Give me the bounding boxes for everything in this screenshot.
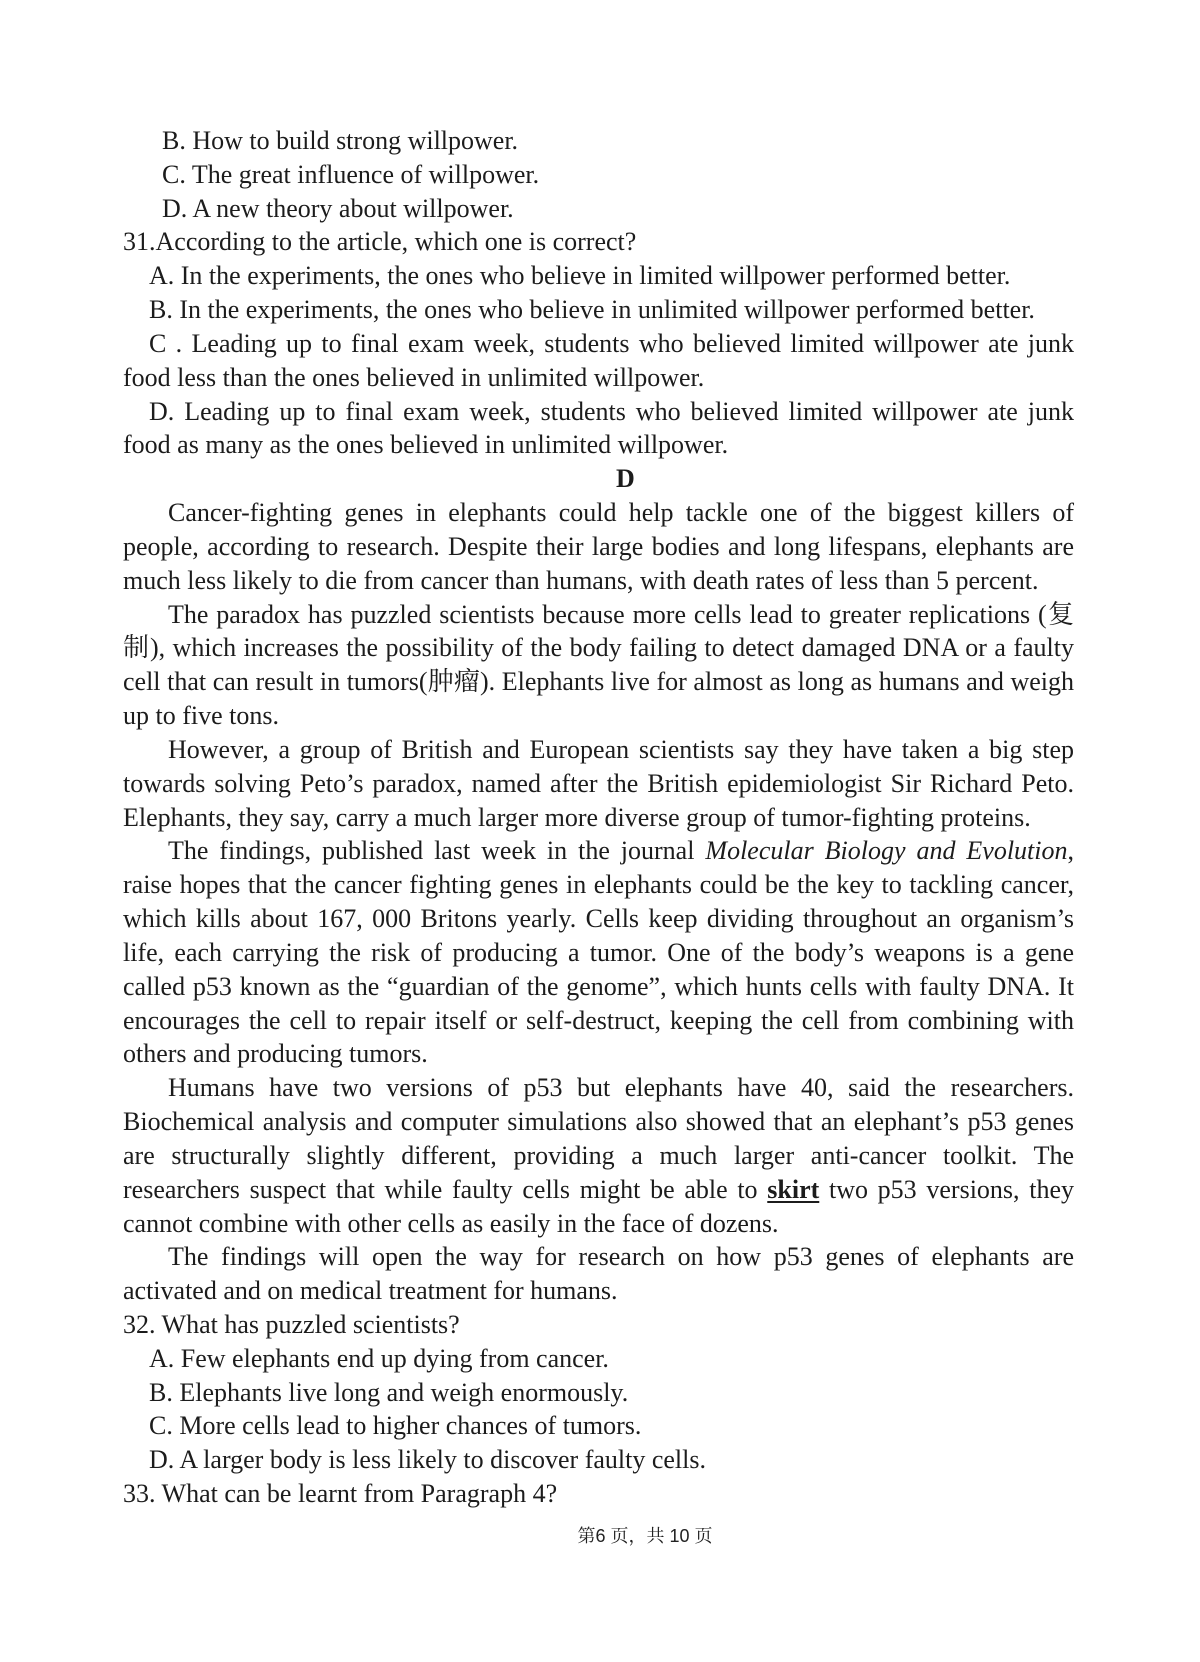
paragraph-2 [123,598,1074,733]
question-33 [123,1477,1074,1511]
paragraph-line: activated and on medical treatment for humans. [123,1276,618,1306]
paragraph-line: up to five tons. [123,701,279,731]
paragraph-line: which kills about 167, 000 Britons yearly. Cells keep dividing throughout an organism’s [123,904,1074,934]
q32-option-a: A. Few elephants end up dying from cancer. [149,1343,609,1373]
question-32 [123,1308,1074,1477]
q31-option-d-line: food as many as the ones believed in unlimited willpower. [123,430,729,460]
question-30-options [123,124,1074,225]
q32-option-b: B. Elephants live long and weigh enormously. [149,1377,629,1407]
paragraph-5 [123,1071,1074,1240]
q31-option-c-line: C . Leading up to final exam week, students who believed limited willpower ate junk [149,328,1074,358]
line-text: The findings, published last week in the journal [168,836,706,866]
question-31 [123,225,1074,462]
paragraph-line: Biochemical analysis and computer simulations also showed that an elephant’s p53 genes [123,1107,1074,1137]
q32-option-d: D. A larger body is less likely to discover faulty cells. [149,1445,706,1475]
paragraph-line: However, a group of British and European scientists say they have taken a big step [168,734,1074,764]
line-text: two p53 versions, they [819,1174,1074,1204]
q30-option-d: D. A new theory about willpower. [162,193,514,223]
paragraph-line: towards solving Peto’s paradox, named after the British epidemiologist Sir Richard Peto. [123,768,1074,798]
paragraph-line: are structurally slightly different, providing a much larger anti-cancer toolkit. The [123,1140,1074,1170]
paragraph-line: The findings will open the way for research on how p53 genes of elephants are [168,1242,1074,1272]
paragraph-line: The paradox has puzzled scientists because more cells lead to greater replications (复 [168,599,1074,629]
q31-stem: 31.According to the article, which one is correct? [123,227,637,257]
paragraph-line: raise hopes that the cancer fighting genes in elephants could be the key to tackling cancer, [123,870,1074,900]
paragraph-line: 制), which increases the possibility of the body failing to detect damaged DNA or a faulty [123,633,1074,663]
paragraph-6 [123,1240,1074,1308]
q31-option-c-line: food less than the ones believed in unlimited willpower. [123,362,705,392]
q32-option-c: C. More cells lead to higher chances of tumors. [149,1411,642,1441]
q31-option-d-line: D. Leading up to final exam week, students who believed limited willpower ate junk [149,396,1074,426]
paragraph-line: Humans have two versions of p53 but elephants have 40, said the researchers. [168,1073,1074,1103]
paragraph-line: much less likely to die from cancer than humans, with death rates of less than 5 percent. [123,565,1039,595]
q31-option-b: B. In the experiments, the ones who believe in unlimited willpower performed better. [149,295,1035,325]
q32-stem: 32. What has puzzled scientists? [123,1309,460,1339]
paragraph-line: Elephants, they say, carry a much larger more diverse group of tumor-fighting proteins. [123,802,1031,832]
passage-heading: D [616,464,635,494]
paragraph-line: others and producing tumors. [123,1039,428,1069]
paragraph-line: called p53 known as the “guardian of the genome”, which hunts cells with faulty DNA. It [123,971,1074,1001]
paragraph-line: life, each carrying the risk of producing a tumor. One of the body’s weapons is a gene [123,937,1074,967]
paragraph-1 [123,496,1074,597]
paragraph-3 [123,733,1074,834]
q33-stem: 33. What can be learnt from Paragraph 4? [123,1479,558,1509]
paragraph-line: cannot combine with other cells as easily in the face of dozens. [123,1208,779,1238]
paragraph-line [123,1173,1074,1207]
line-text: researchers suspect that while faulty cells might be able to [123,1174,768,1204]
paragraph-line [168,834,1074,868]
q30-option-b: B. How to build strong willpower. [162,126,519,155]
paragraph-line: people, according to research. Despite their large bodies and long lifespans, elephants are [123,531,1074,561]
q30-option-c: C. The great influence of willpower. [162,159,540,189]
paragraph-4 [123,834,1074,1071]
q31-option-a: A. In the experiments, the ones who believe in limited willpower performed better. [149,261,1011,291]
paragraph-line: encourages the cell to repair itself or self-destruct, keeping the cell from combining with [123,1005,1074,1035]
exam-page-body [123,124,1074,1511]
page-number-footer: 第6 页，共 10 页 [577,1526,713,1546]
paragraph-line: cell that can result in tumors(肿瘤). Elephants live for almost as long as humans and weigh [123,667,1074,697]
underlined-keyword: skirt [767,1174,820,1204]
paragraph-line: Cancer-fighting genes in elephants could help tackle one of the biggest killers of [168,498,1074,528]
line-text: , [1067,836,1075,866]
journal-title: Molecular Biology and Evolution [705,836,1068,866]
